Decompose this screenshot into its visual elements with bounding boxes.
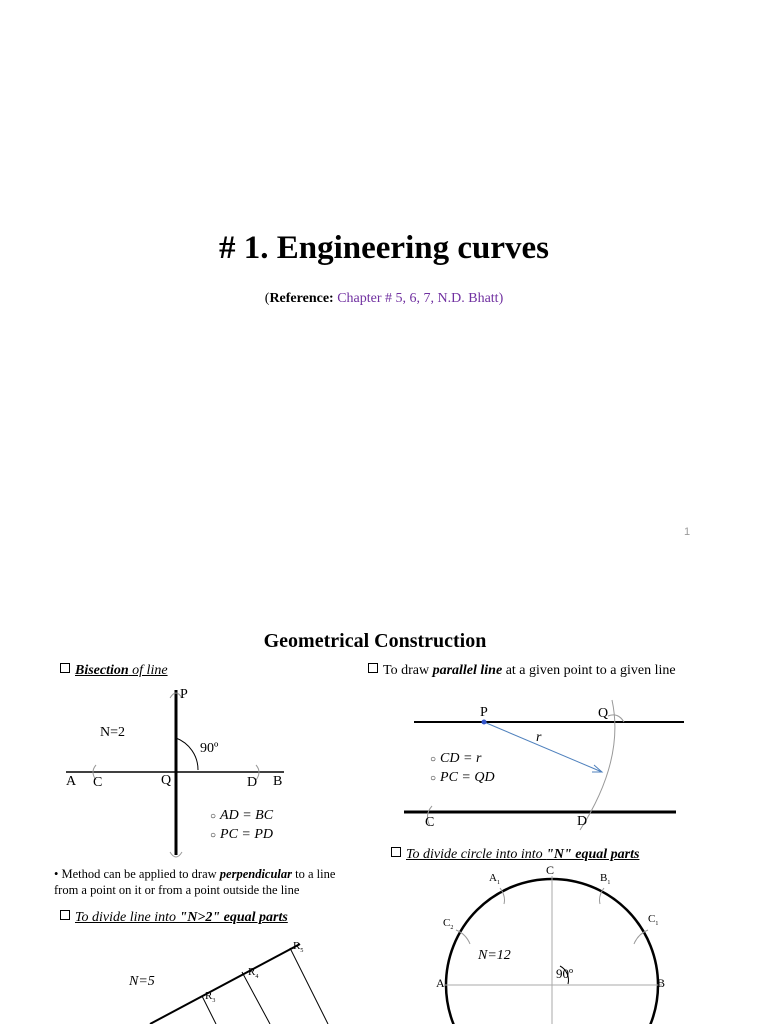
circle-drawing xyxy=(444,876,662,1024)
divide-circle-heading-text: To divide circle into into "N" equal parts xyxy=(406,847,640,862)
divider-r5 xyxy=(290,948,328,1024)
reference-label: Reference: xyxy=(269,291,334,306)
angle-label-circle: 90º xyxy=(556,966,574,981)
angle-label-bisection: 90º xyxy=(200,741,219,756)
n-label-bisection: N=2 xyxy=(100,725,126,740)
slide-title: # 1. Engineering curves xyxy=(219,230,549,266)
label-c: C xyxy=(93,775,103,790)
method-note-line2: from a point on it or from a point outside the line xyxy=(54,883,300,897)
radius-line-r xyxy=(484,722,602,772)
label-a1: $A_1$ xyxy=(489,872,500,887)
label-c1: $C_1$ xyxy=(648,913,659,928)
label-a: A xyxy=(66,774,77,789)
checkbox-bullet-icon xyxy=(391,847,401,857)
label-a-circle: A xyxy=(436,976,445,990)
parallel-heading: To draw parallel line at a given point to a given line xyxy=(368,663,676,679)
checkbox-bullet-icon xyxy=(60,910,70,920)
divide-line-drawing xyxy=(150,944,328,1024)
equation-ad-bc: ○ AD = BC xyxy=(210,808,274,823)
n-label-divide-line: N=5 xyxy=(129,974,155,989)
label-r5: $R_5$ xyxy=(293,940,304,955)
checkbox-bullet-icon xyxy=(60,663,70,673)
label-b1: $B_1$ xyxy=(600,872,611,887)
divide-circle-heading xyxy=(391,847,639,863)
method-note-line1: • Method can be applied to draw perpendicular to a line xyxy=(54,867,336,881)
label-r3: $R_3$ xyxy=(205,990,216,1005)
n-label-circle: N=12 xyxy=(478,948,511,963)
checkbox-bullet-icon xyxy=(368,663,378,673)
label-q: Q xyxy=(161,773,172,788)
equation-pc-pd: ○ PC = PD xyxy=(210,827,274,842)
bisection-heading xyxy=(60,663,168,679)
divide-line-heading xyxy=(60,910,288,926)
equation-cd-r: ○ CD = r xyxy=(430,751,482,766)
divide-line-heading-text: To divide line into "N>2" equal parts xyxy=(75,910,288,925)
section-title: Geometrical Construction xyxy=(263,630,487,652)
label-p-parallel: P xyxy=(480,705,488,720)
label-d: D xyxy=(247,775,258,790)
label-q-parallel: Q xyxy=(598,706,609,721)
label-r: r xyxy=(536,730,542,745)
inclined-line xyxy=(150,944,300,1024)
reference-text: Chapter # 5, 6, 7, N.D. Bhatt) xyxy=(333,291,504,306)
label-c2: $C_2$ xyxy=(443,917,454,932)
label-c-parallel: C xyxy=(425,815,435,830)
arc-mark-q xyxy=(608,715,624,722)
angle-arc xyxy=(176,738,198,770)
label-r4: $R_4$ xyxy=(248,966,259,981)
label-d-parallel: D xyxy=(577,814,588,829)
label-b-circle: B xyxy=(657,976,666,990)
bisection-heading-text: Bisection of line xyxy=(75,663,168,678)
reference-open-paren: ( xyxy=(264,291,270,306)
label-p: P xyxy=(180,687,188,702)
page-number: 1 xyxy=(684,526,691,538)
equation-pc-qd: ○ PC = QD xyxy=(430,770,495,785)
method-note xyxy=(54,866,335,898)
label-b: B xyxy=(273,774,283,789)
label-c-circle: C xyxy=(546,863,555,877)
